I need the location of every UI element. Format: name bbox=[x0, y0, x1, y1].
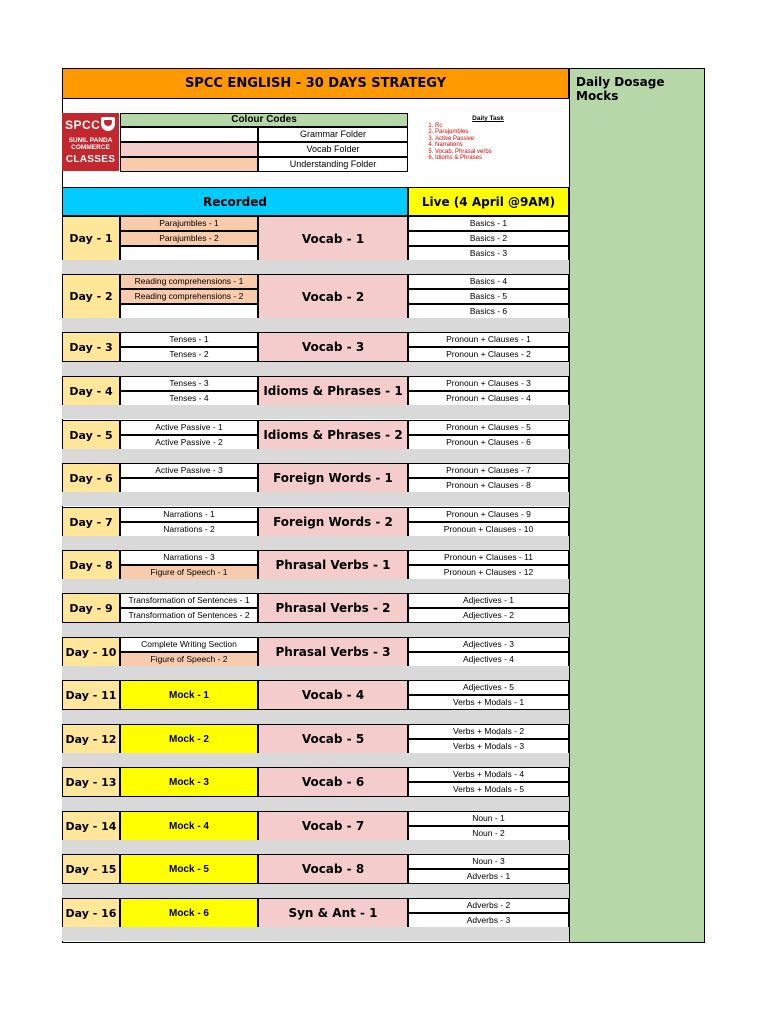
row-separator bbox=[62, 927, 569, 941]
daily-task-heading: Daily Task bbox=[472, 115, 504, 122]
recorded-topic-cell: Tenses - 3 bbox=[120, 376, 258, 391]
recorded-topic-cell: Tenses - 4 bbox=[120, 391, 258, 406]
vocab-topic-cell: Phrasal Verbs - 1 bbox=[258, 550, 408, 580]
logo-text-sunil-panda: SUNIL PANDA bbox=[68, 137, 113, 144]
recorded-topic-cell bbox=[120, 304, 258, 319]
vocab-swatch bbox=[120, 142, 258, 157]
understanding-folder-label: Understanding Folder bbox=[258, 157, 408, 172]
mock-cell: Mock - 6 bbox=[120, 898, 258, 928]
row-separator bbox=[62, 362, 569, 376]
live-topic-cell: Adverbs - 3 bbox=[408, 913, 569, 928]
live-topic-cell: Pronoun + Clauses - 8 bbox=[408, 478, 569, 493]
recorded-topic-cell: Tenses - 1 bbox=[120, 332, 258, 347]
recorded-topic-cell: Parajumbles - 2 bbox=[120, 231, 258, 246]
vocab-topic-cell: Vocab - 1 bbox=[258, 216, 408, 261]
live-topic-cell: Adjectives - 2 bbox=[408, 608, 569, 623]
recorded-topic-cell: Parajumbles - 1 bbox=[120, 216, 258, 231]
row-separator bbox=[62, 536, 569, 550]
row-separator bbox=[62, 492, 569, 506]
recorded-topic-cell: Transformation of Sentences - 1 bbox=[120, 593, 258, 608]
vocab-topic-cell: Vocab - 7 bbox=[258, 811, 408, 841]
mock-cell: Mock - 4 bbox=[120, 811, 258, 841]
row-separator bbox=[62, 840, 569, 854]
vocab-topic-cell: Phrasal Verbs - 3 bbox=[258, 637, 408, 667]
daily-task-box bbox=[413, 115, 563, 173]
mock-cell: Mock - 5 bbox=[120, 854, 258, 884]
grammar-swatch bbox=[120, 127, 258, 142]
day-label: Day - 4 bbox=[62, 376, 120, 406]
row-separator bbox=[62, 753, 569, 767]
live-topic-cell: Pronoun + Clauses - 2 bbox=[408, 347, 569, 362]
row-separator bbox=[62, 710, 569, 724]
daily-task-item: 4. Narrations bbox=[435, 142, 563, 148]
live-topic-cell: Adjectives - 1 bbox=[408, 593, 569, 608]
grammar-folder-label: Grammar Folder bbox=[258, 127, 408, 142]
row-separator bbox=[62, 318, 569, 332]
bottom-border bbox=[62, 942, 569, 943]
live-topic-cell: Verbs + Modals - 4 bbox=[408, 767, 569, 782]
live-topic-cell: Pronoun + Clauses - 11 bbox=[408, 550, 569, 565]
recorded-topic-cell: Narrations - 3 bbox=[120, 550, 258, 565]
day-label: Day - 3 bbox=[62, 332, 120, 362]
live-topic-cell: Verbs + Modals - 3 bbox=[408, 739, 569, 754]
day-label: Day - 2 bbox=[62, 274, 120, 319]
day-label: Day - 5 bbox=[62, 420, 120, 450]
live-topic-cell: Basics - 1 bbox=[408, 216, 569, 231]
live-topic-cell: Adjectives - 3 bbox=[408, 637, 569, 652]
vocab-topic-cell: Phrasal Verbs - 2 bbox=[258, 593, 408, 623]
vocab-topic-cell: Foreign Words - 2 bbox=[258, 507, 408, 537]
live-topic-cell: Basics - 2 bbox=[408, 231, 569, 246]
spcc-logo bbox=[62, 113, 119, 171]
row-separator bbox=[62, 666, 569, 680]
vocab-topic-cell: Vocab - 4 bbox=[258, 680, 408, 710]
live-header: Live (4 April @9AM) bbox=[408, 187, 569, 216]
day-label: Day - 10 bbox=[62, 637, 120, 667]
recorded-topic-cell: Transformation of Sentences - 2 bbox=[120, 608, 258, 623]
mock-cell: Mock - 2 bbox=[120, 724, 258, 754]
row-separator bbox=[62, 579, 569, 593]
daily-task-item: 3. Active Passive bbox=[435, 136, 563, 142]
logo-text-spcc: SPCC bbox=[65, 118, 101, 132]
recorded-topic-cell: Active Passive - 2 bbox=[120, 435, 258, 450]
row-separator bbox=[62, 260, 569, 274]
recorded-topic-cell: Reading comprehensions - 1 bbox=[120, 274, 258, 289]
live-topic-cell: Adjectives - 4 bbox=[408, 652, 569, 667]
understanding-swatch bbox=[120, 157, 258, 172]
live-topic-cell: Pronoun + Clauses - 6 bbox=[408, 435, 569, 450]
live-topic-cell: Noun - 2 bbox=[408, 826, 569, 841]
live-topic-cell: Verbs + Modals - 2 bbox=[408, 724, 569, 739]
live-topic-cell: Pronoun + Clauses - 3 bbox=[408, 376, 569, 391]
day-label: Day - 15 bbox=[62, 854, 120, 884]
live-topic-cell: Basics - 3 bbox=[408, 246, 569, 261]
day-label: Day - 12 bbox=[62, 724, 120, 754]
mock-cell: Mock - 1 bbox=[120, 680, 258, 710]
day-label: Day - 1 bbox=[62, 216, 120, 261]
live-topic-cell: Pronoun + Clauses - 7 bbox=[408, 463, 569, 478]
vocab-topic-cell: Idioms & Phrases - 1 bbox=[258, 376, 408, 406]
recorded-topic-cell: Reading comprehensions - 2 bbox=[120, 289, 258, 304]
live-topic-cell: Pronoun + Clauses - 9 bbox=[408, 507, 569, 522]
day-label: Day - 16 bbox=[62, 898, 120, 928]
row-separator bbox=[62, 797, 569, 811]
row-separator bbox=[62, 405, 569, 419]
vocab-topic-cell: Syn & Ant - 1 bbox=[258, 898, 408, 928]
vocab-topic-cell: Vocab - 2 bbox=[258, 274, 408, 319]
vocab-topic-cell: Foreign Words - 1 bbox=[258, 463, 408, 493]
live-topic-cell: Pronoun + Clauses - 1 bbox=[408, 332, 569, 347]
page-title: SPCC ENGLISH - 30 DAYS STRATEGY bbox=[62, 68, 569, 99]
daily-dosage-mocks-column bbox=[569, 68, 705, 943]
recorded-topic-cell: Narrations - 2 bbox=[120, 522, 258, 537]
live-topic-cell: Pronoun + Clauses - 10 bbox=[408, 522, 569, 537]
side-title: Daily Dosage Mocks bbox=[576, 75, 665, 103]
recorded-header: Recorded bbox=[62, 187, 408, 216]
recorded-topic-cell bbox=[120, 246, 258, 261]
recorded-topic-cell: Figure of Speech - 2 bbox=[120, 652, 258, 667]
day-label: Day - 6 bbox=[62, 463, 120, 493]
recorded-topic-cell: Active Passive - 1 bbox=[120, 420, 258, 435]
row-separator bbox=[62, 884, 569, 898]
live-topic-cell: Adverbs - 1 bbox=[408, 869, 569, 884]
vocab-topic-cell: Idioms & Phrases - 2 bbox=[258, 420, 408, 450]
mock-cell: Mock - 3 bbox=[120, 767, 258, 797]
row-separator bbox=[62, 623, 569, 637]
vocab-topic-cell: Vocab - 5 bbox=[258, 724, 408, 754]
daily-task-item: 5. Vocab, Phrasal verbs bbox=[435, 149, 563, 155]
logo-text-commerce: COMMERCE bbox=[71, 144, 110, 151]
colour-codes-heading: Colour Codes bbox=[120, 113, 408, 127]
day-label: Day - 13 bbox=[62, 767, 120, 797]
daily-task-list bbox=[413, 123, 563, 161]
live-topic-cell: Adjectives - 5 bbox=[408, 680, 569, 695]
live-topic-cell: Basics - 6 bbox=[408, 304, 569, 319]
live-topic-cell: Verbs + Modals - 5 bbox=[408, 782, 569, 797]
live-topic-cell: Basics - 4 bbox=[408, 274, 569, 289]
vocab-folder-label: Vocab Folder bbox=[258, 142, 408, 157]
live-topic-cell: Pronoun + Clauses - 12 bbox=[408, 565, 569, 580]
logo-text-classes: CLASSES bbox=[65, 154, 116, 165]
live-topic-cell: Pronoun + Clauses - 5 bbox=[408, 420, 569, 435]
recorded-topic-cell: Complete Writing Section bbox=[120, 637, 258, 652]
recorded-topic-cell: Active Passive - 3 bbox=[120, 463, 258, 478]
daily-task-item: 2. Parajumbles bbox=[435, 129, 563, 135]
day-label: Day - 8 bbox=[62, 550, 120, 580]
recorded-topic-cell: Figure of Speech - 1 bbox=[120, 565, 258, 580]
row-separator bbox=[62, 449, 569, 463]
day-label: Day - 11 bbox=[62, 680, 120, 710]
vocab-topic-cell: Vocab - 6 bbox=[258, 767, 408, 797]
shield-icon bbox=[101, 117, 115, 131]
day-label: Day - 9 bbox=[62, 593, 120, 623]
daily-task-item: 1. Rc bbox=[435, 123, 563, 129]
day-label: Day - 7 bbox=[62, 507, 120, 537]
live-topic-cell: Noun - 3 bbox=[408, 854, 569, 869]
live-topic-cell: Basics - 5 bbox=[408, 289, 569, 304]
vocab-topic-cell: Vocab - 3 bbox=[258, 332, 408, 362]
recorded-topic-cell bbox=[120, 478, 258, 493]
recorded-topic-cell: Tenses - 2 bbox=[120, 347, 258, 362]
live-topic-cell: Adverbs - 2 bbox=[408, 898, 569, 913]
day-label: Day - 14 bbox=[62, 811, 120, 841]
live-topic-cell: Pronoun + Clauses - 4 bbox=[408, 391, 569, 406]
live-topic-cell: Verbs + Modals - 1 bbox=[408, 695, 569, 710]
live-topic-cell: Noun - 1 bbox=[408, 811, 569, 826]
daily-task-item: 6. Idioms & Phrases bbox=[435, 155, 563, 161]
vocab-topic-cell: Vocab - 8 bbox=[258, 854, 408, 884]
recorded-topic-cell: Narrations - 1 bbox=[120, 507, 258, 522]
